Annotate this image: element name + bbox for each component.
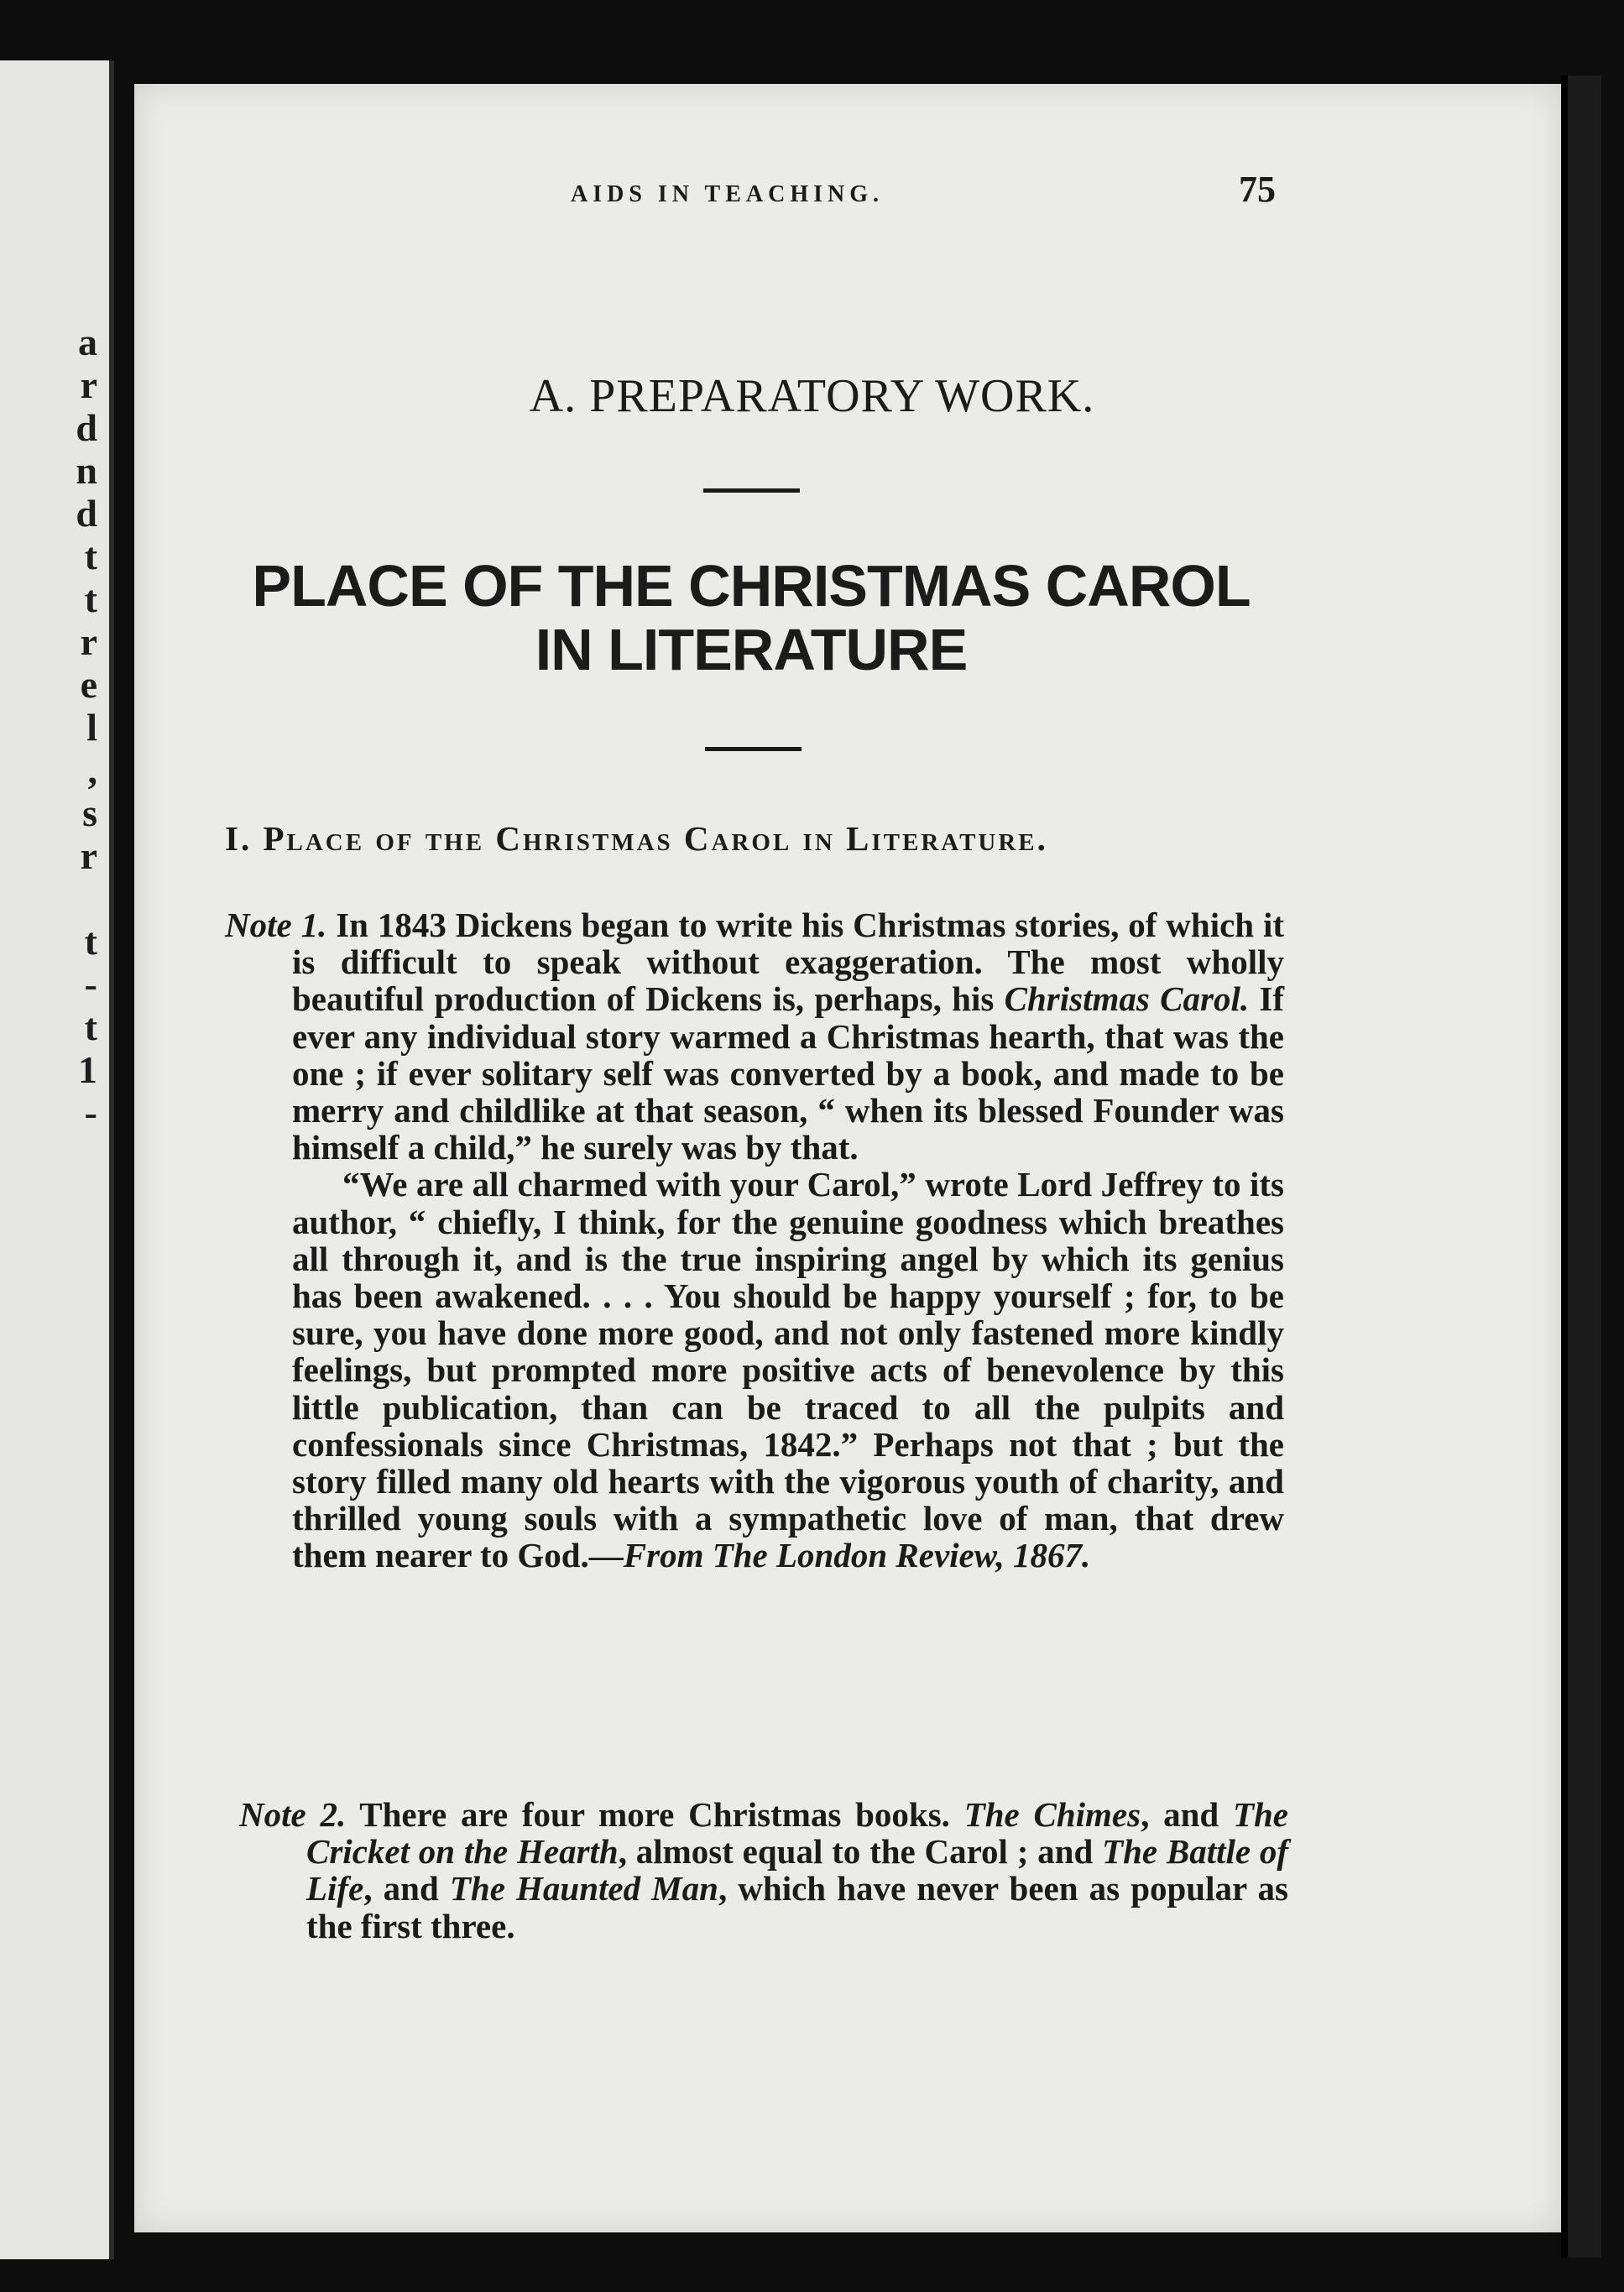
facing-letter: e	[80, 663, 97, 706]
note-label: Note 2.	[239, 1795, 347, 1834]
quote-text: “We are all charmed with your Carol,” wrote Lord Jeffrey to its author, “ chiefly, I think, for the genuine goodness which breathes all through it, and is the true inspiring angel by which its genius has been awakened. . . . You should be happy yourself ; for, to be sure, you have done more good, and not only fastened more kindly feelings, but prompted more positive acts of benevolence by this little publication, than can be traced to all the pulpits and confessionals since Christmas, 1842.” Perhaps not that ; but the story filled many old hearts with the vigorous youth of charity, and thrilled young souls with a sympathetic love of man, that drew them nearer to God.—	[292, 1165, 1284, 1575]
facing-letter: d	[76, 406, 97, 449]
note-text: , almost equal to the Carol ; and	[618, 1832, 1103, 1872]
page-title	[193, 554, 1309, 681]
running-title: AIDS IN TEACHING.	[571, 181, 884, 207]
note-paragraph	[239, 1796, 1288, 1945]
facing-letter: ,	[87, 749, 97, 791]
book-title: Christmas Carol.	[1004, 979, 1250, 1019]
facing-letter: s	[82, 791, 97, 834]
title-line: PLACE OF THE CHRISTMAS CAROL	[252, 553, 1251, 619]
subheading: I. Place of the Christmas Carol in Literature.	[225, 819, 1048, 858]
facing-letter: t	[84, 920, 97, 963]
divider-rule	[703, 488, 800, 493]
book-title: The Haunted Man	[449, 1869, 718, 1908]
title-line: IN LITERATURE	[535, 617, 968, 682]
divider-rule	[705, 747, 802, 751]
note-2	[239, 1796, 1288, 1945]
facing-letter: a	[78, 321, 97, 363]
running-header	[554, 168, 1276, 211]
note-text: , and	[363, 1869, 450, 1908]
facing-page-text	[76, 321, 97, 1134]
note-text: , which have never been as popular as the first three.	[306, 1869, 1289, 1945]
note-text: If ever any individual story warmed a Christmas hearth, that was the one ; if ever solitary self was converted by a book, and made to be merry and childlike at that season, “ when its blessed Founder was himself a child,” he surely was by that.	[292, 979, 1285, 1167]
page-number: 75	[1239, 169, 1276, 210]
facing-letter: t	[84, 1005, 97, 1048]
facing-letter: -	[84, 1091, 97, 1134]
note-paragraph	[225, 906, 1284, 1166]
source-citation: From The London Review, 1867.	[623, 1536, 1091, 1575]
facing-letter: r	[80, 620, 97, 663]
facing-letter: t	[84, 577, 97, 620]
note-1	[225, 906, 1284, 1574]
note-paragraph	[225, 1166, 1284, 1574]
section-heading: A. PREPARATORY WORK.	[529, 370, 1095, 422]
note-label: Note 1.	[225, 906, 327, 944]
book-title: The Chimes	[963, 1795, 1141, 1834]
note-text: In 1843 Dickens began to write his Christmas stories, of which it is difficult to speak without exaggeration. The most wholly beautiful production of Dickens is, perhaps, his	[292, 906, 1284, 1019]
facing-letter: r	[80, 834, 97, 877]
facing-letter: t	[84, 535, 97, 577]
facing-letter: d	[76, 492, 97, 535]
facing-letter: r	[80, 363, 97, 406]
note-text: There are four more Christmas books.	[346, 1795, 964, 1834]
facing-letter: n	[76, 449, 97, 492]
note-text: , and	[1141, 1795, 1233, 1834]
book-title: The Cricket on the Hearth	[306, 1795, 1288, 1872]
facing-letter: 1	[78, 1048, 97, 1091]
book-title: The Battle of Life	[306, 1832, 1288, 1908]
facing-letter: -	[84, 963, 97, 1005]
facing-letter	[76, 877, 97, 920]
facing-letter: l	[86, 706, 97, 749]
